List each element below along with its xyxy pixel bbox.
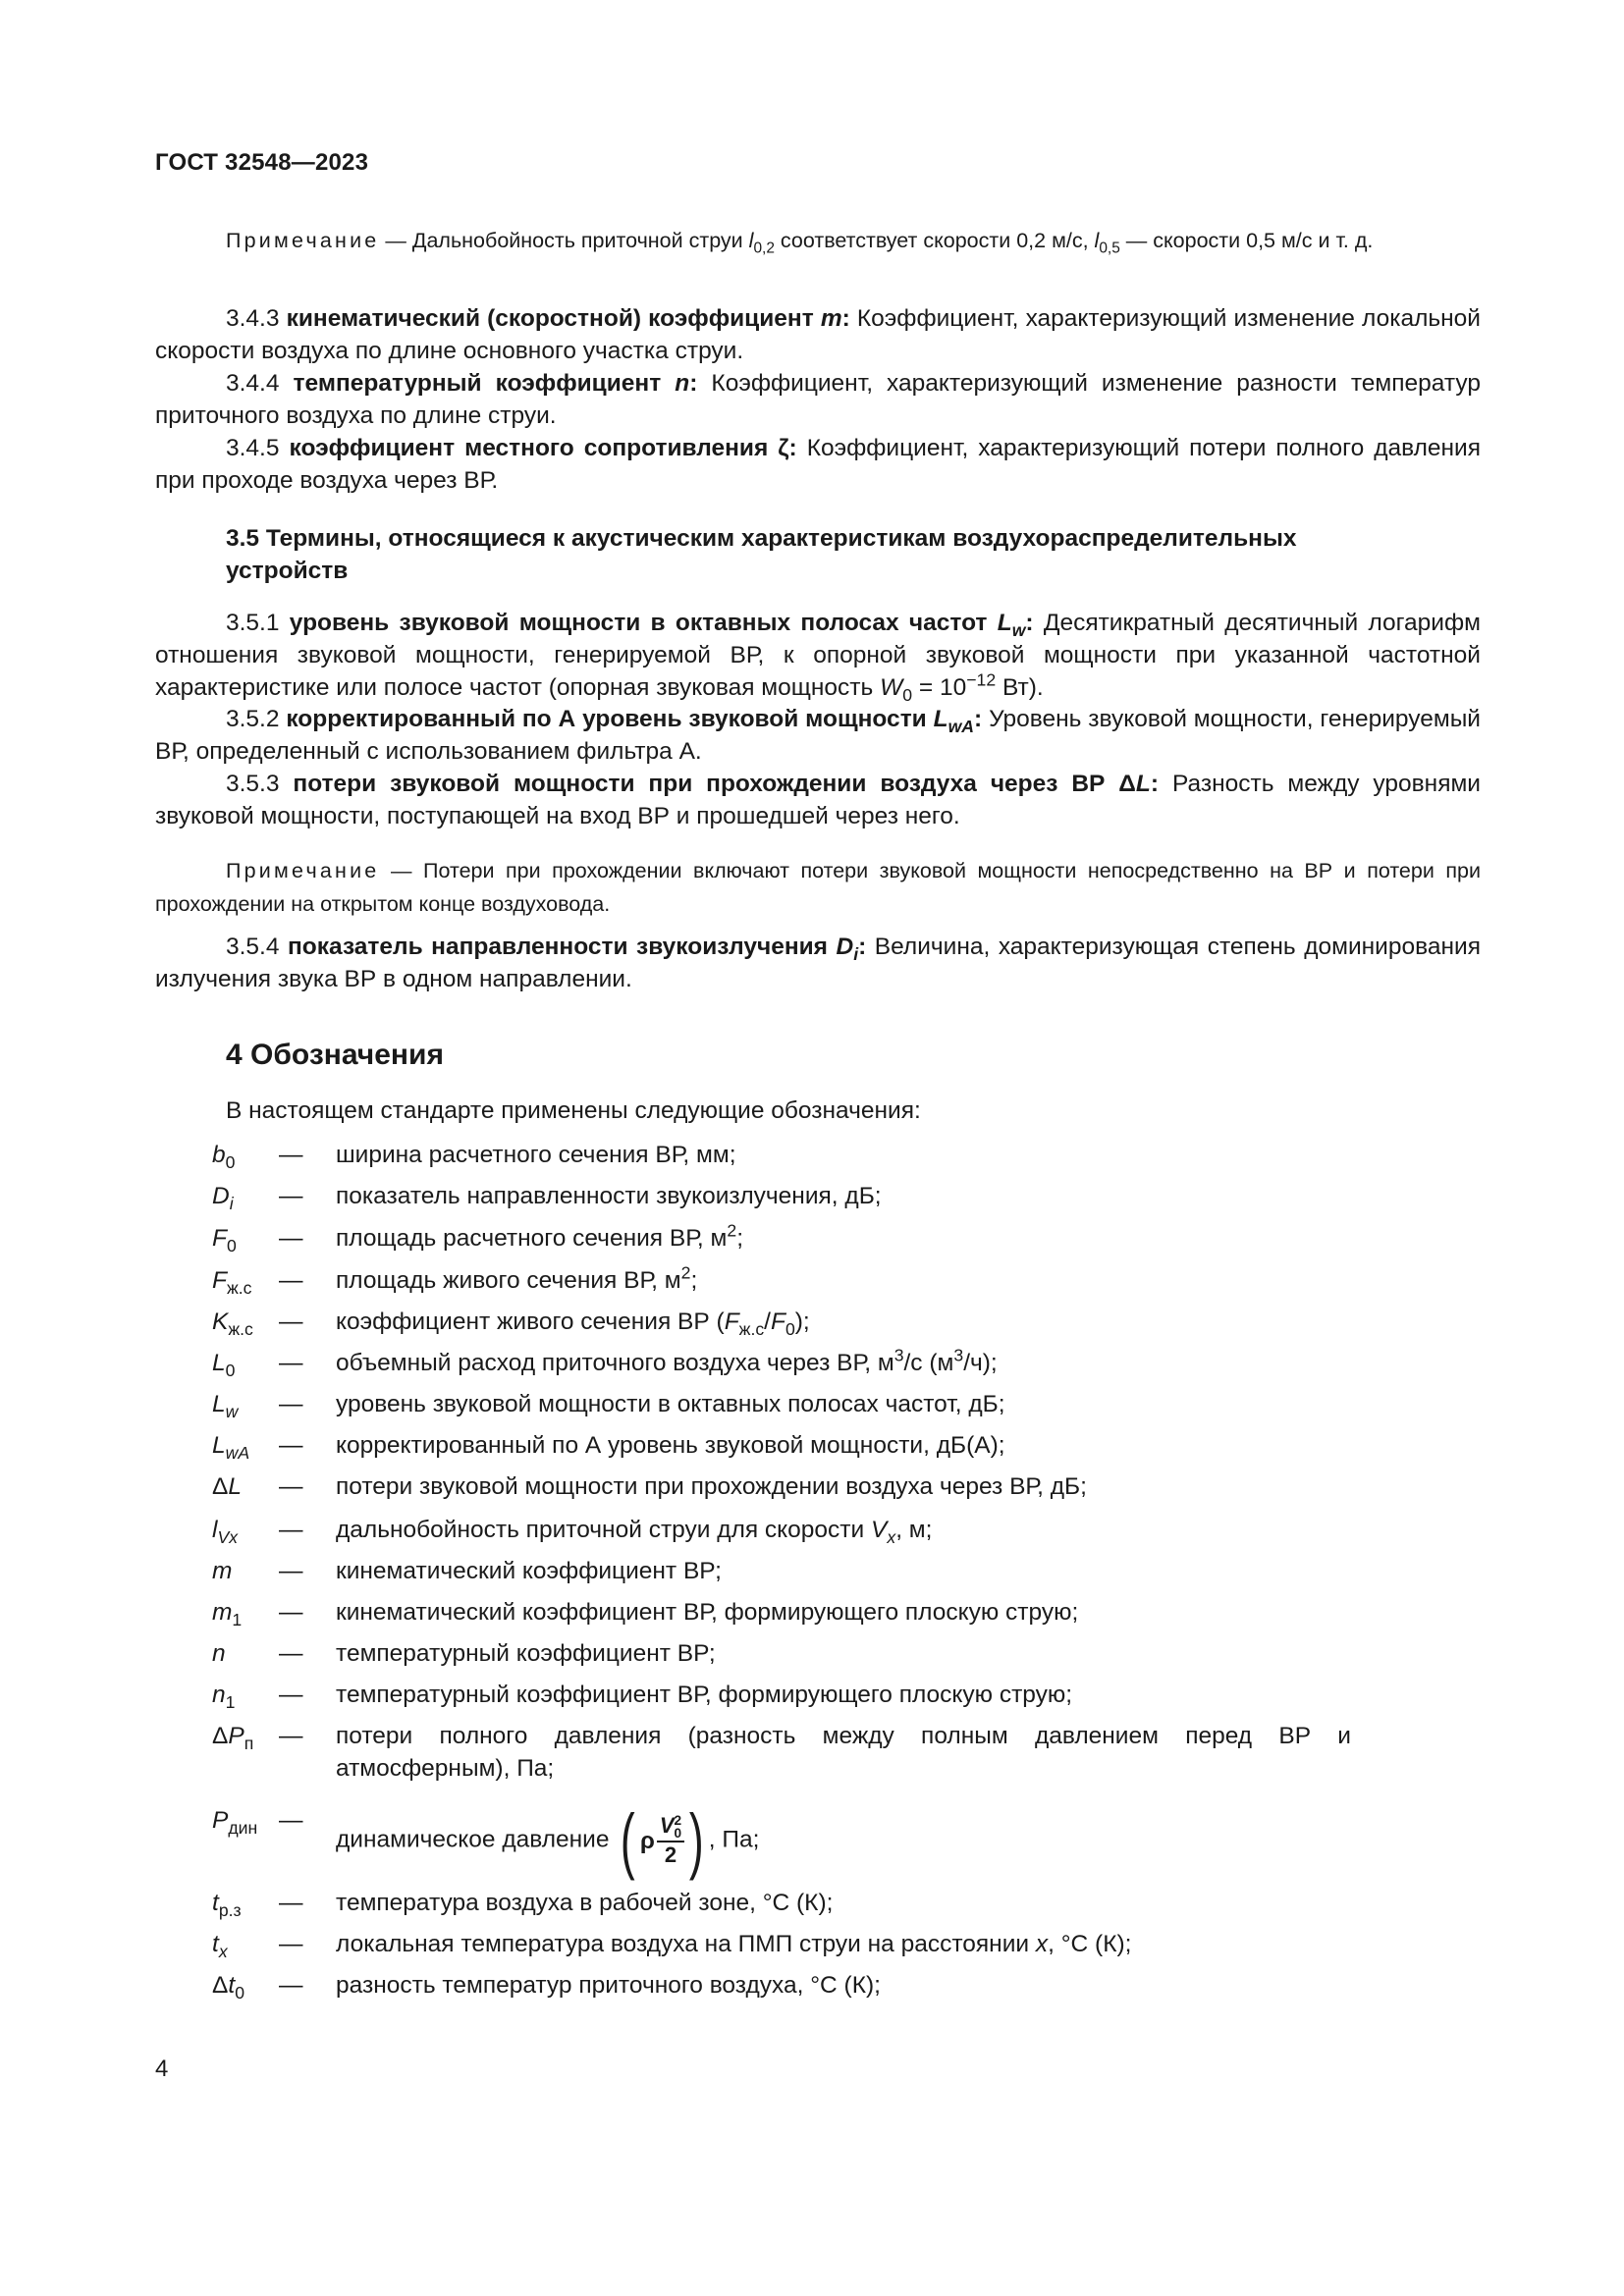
symbol-row <box>212 1139 1351 1171</box>
note-2: Примечание — Потери при прохождении включают потери звуковой мощности непосредственно на ВР и потери при прохождении на открытом конце воздуховода. <box>155 859 1481 916</box>
term-3-5-4: 3.5.4 показатель направленности звукоизлучения $D_i$: Величина, характеризующая степень доминирования излучения звука ВР в одном направлении. <box>155 934 1481 992</box>
symbol-row <box>212 1264 1351 1297</box>
symbol-notation: $L_w$ <box>212 1391 239 1422</box>
symbol-description: показатель направленности звукоизлучения, дБ; <box>336 1183 882 1209</box>
symbol-row <box>212 1514 1351 1546</box>
symbol-description: кинематический коэффициент ВР; <box>336 1558 722 1584</box>
symbol-notation: $\Delta P_п$ <box>212 1723 254 1754</box>
symbol-dash: — <box>279 1142 303 1168</box>
symbol-dash: — <box>279 1473 303 1500</box>
symbol-notation: $D_i$ <box>212 1183 234 1214</box>
symbol-notation: $K_{ж.с}$ <box>212 1308 253 1340</box>
symbol-row <box>212 1306 1351 1338</box>
symbol-dash: — <box>279 1972 303 1999</box>
page-number: 4 <box>155 2056 169 2082</box>
symbol-description: дальнобойность приточной струи для скорости $V_x$, м; <box>336 1517 933 1548</box>
symbol-dash: — <box>279 1308 303 1335</box>
symbol-notation: m <box>212 1558 233 1584</box>
symbol-notation: $l_{Vx}$ <box>212 1517 239 1548</box>
term-3-4-5: 3.4.5 коэффициент местного сопротивления ζ: Коэффициент, характеризующий потери полного давления при проходе воздуха через ВР. <box>155 435 1481 494</box>
symbol-dash: — <box>279 1350 303 1376</box>
fraction-numerator: V 2 0 <box>657 1813 684 1842</box>
symbol-notation: ΔL <box>212 1473 243 1500</box>
symbol-row <box>212 1887 1351 1919</box>
symbol-dash: — <box>279 1931 303 1957</box>
symbol-dash: — <box>279 1723 303 1749</box>
symbol-notation: $t_x$ <box>212 1931 228 1962</box>
symbol-row <box>212 1470 1351 1503</box>
fraction-denominator: 2 <box>664 1842 677 1867</box>
symbol-dash: — <box>279 1391 303 1417</box>
section-3-5-title: 3.5 Термины, относящиеся к акустическим характеристикам воздухораспределительных устройств <box>226 525 1297 584</box>
symbol-description: кинематический коэффициент ВР, формирующего плоскую струю; <box>336 1599 1079 1626</box>
symbol-description: площадь расчетного сечения ВР, $м^2$; <box>336 1220 744 1252</box>
symbol-notation: $b_0$ <box>212 1142 236 1173</box>
symbol-row <box>212 1928 1351 1960</box>
symbol-dash: — <box>279 1599 303 1626</box>
symbol-dash: — <box>279 1890 303 1916</box>
symbol-row <box>212 1388 1351 1420</box>
symbol-row <box>212 1180 1351 1212</box>
symbol-description: динамическое давление ( ρ V 2 0 2 ) , Па; <box>336 1799 760 1881</box>
symbol-notation: $P_{дин}$ <box>212 1807 258 1839</box>
symbol-description: корректированный по А уровень звуковой мощности, дБ(А); <box>336 1432 1005 1459</box>
symbol-row <box>212 1637 1351 1670</box>
symbol-description: потери полного давления (разность между полным давлением перед ВР и атмосферным), Па; <box>336 1723 1351 1782</box>
symbol-description: объемный расход приточного воздуха через ВР, $м^3/с$ $(м^3/ч)$; <box>336 1345 998 1376</box>
symbol-row <box>212 1222 1351 1255</box>
symbol-description: локальная температура воздуха на ПМП струи на расстоянии x, °С (К); <box>336 1931 1132 1957</box>
symbol-row <box>212 1679 1351 1711</box>
symbol-dash: — <box>279 1682 303 1708</box>
symbol-description: коэффициент живого сечения ВР $(F_{ж.с}/F_0)$; <box>336 1308 810 1340</box>
symbol-description: площадь живого сечения ВР, $м^2$; <box>336 1262 698 1294</box>
symbol-notation: $F_{ж.с}$ <box>212 1267 252 1299</box>
right-paren: ) <box>689 1799 704 1881</box>
symbol-row <box>212 1969 1351 2002</box>
symbol-row <box>212 1429 1351 1462</box>
symbol-dash: — <box>279 1558 303 1584</box>
symbol-row <box>212 1720 1351 1785</box>
symbol-row <box>212 1596 1351 1629</box>
symbol-description: разность температур приточного воздуха, °С (К); <box>336 1972 881 1999</box>
symbol-dash: — <box>279 1807 303 1834</box>
symbol-description: температурный коэффициент ВР; <box>336 1640 716 1667</box>
term-3-4-4: 3.4.4 температурный коэффициент n: Коэффициент, характеризующий изменение разности температур приточного воздуха по длине струи. <box>155 370 1481 429</box>
symbol-notation: n <box>212 1640 226 1667</box>
symbol-row <box>212 1347 1351 1379</box>
symbol-dash: — <box>279 1183 303 1209</box>
rho-symbol: ρ <box>639 1827 655 1854</box>
section-4-title: 4 Обозначения <box>226 1039 444 1071</box>
symbol-notation: $n_1$ <box>212 1682 236 1713</box>
symbol-notation: $m_1$ <box>212 1599 243 1630</box>
left-paren: ( <box>621 1799 636 1881</box>
symbol-description: температурный коэффициент ВР, формирующего плоскую струю; <box>336 1682 1073 1708</box>
term-3-5-2: 3.5.2 корректированный по А уровень звуковой мощности $L_{wA}$: Уровень звуковой мощности, генерируемый ВР, определенный с использованием фильтра А. <box>155 706 1481 765</box>
term-3-5-1: 3.5.1 уровень звуковой мощности в октавных полосах частот $L_w$: Десятикратный десятичный логарифм отношения звуковой мощности, генерируемой ВР, к опорной звуковой мощности при указанной частотной характеристике или полосе частот (опорная звуковая мощность $W_0 = 10^{-12}$ Вт). <box>155 610 1481 706</box>
symbol-dash: — <box>279 1432 303 1459</box>
symbol-dash: — <box>279 1517 303 1543</box>
dynamic-pressure-formula <box>616 1799 708 1881</box>
symbol-description: уровень звуковой мощности в октавных полосах частот, дБ; <box>336 1391 1005 1417</box>
term-3-5-3: 3.5.3 потери звуковой мощности при прохождении воздуха через ВР ΔL: Разность между уровнями звуковой мощности, поступающей на вход ВР и прошедшей через него. <box>155 771 1481 829</box>
symbol-description: ширина расчетного сечения ВР, мм; <box>336 1142 736 1168</box>
symbol-dash: — <box>279 1640 303 1667</box>
symbol-description: температура воздуха в рабочей зоне, °С (К); <box>336 1890 834 1916</box>
symbol-row <box>212 1555 1351 1587</box>
section-4-intro: В настоящем стандарте применены следующие обозначения: <box>226 1097 921 1124</box>
symbol-notation: $L_{wA}$ <box>212 1432 250 1464</box>
page-header: ГОСТ 32548—2023 <box>155 149 369 176</box>
symbol-notation: $\Delta t_0$ <box>212 1972 244 2003</box>
symbol-notation: $L_0$ <box>212 1350 236 1381</box>
symbol-dash: — <box>279 1267 303 1294</box>
fraction <box>657 1813 684 1868</box>
symbol-notation: $F_0$ <box>212 1225 237 1256</box>
symbol-notation: $t_{р.з}$ <box>212 1890 242 1921</box>
symbol-dash: — <box>279 1225 303 1252</box>
symbol-row <box>212 1799 1351 1881</box>
note-1: Примечание — Дальнобойность приточной струи $l_{0,2}$ соответствует скорости 0,2 м/с, $l_{0,5}$ — скорости 0,5 м/с и т. д. <box>226 229 1374 257</box>
symbol-description: потери звуковой мощности при прохождении воздуха через ВР, дБ; <box>336 1473 1087 1500</box>
term-3-4-3: 3.4.3 кинематический (скоростной) коэффициент m: Коэффициент, характеризующий изменение локальной скорости воздуха по длине основного участка струи. <box>155 305 1481 364</box>
